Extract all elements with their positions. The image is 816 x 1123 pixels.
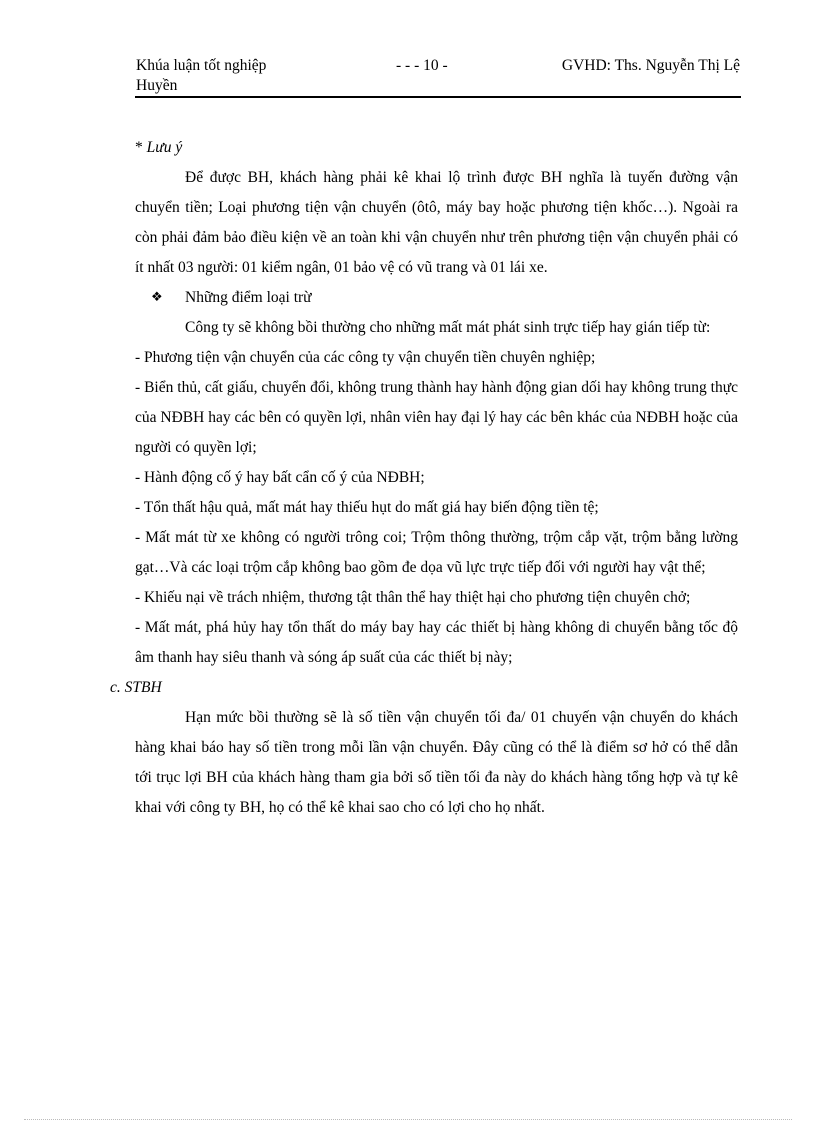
paragraph-conditions: Để được BH, khách hàng phải kê khai lộ trình được BH nghĩa là tuyến đường vận chuyển tiền; Loại phương tiện vận chuyển (ôtô, máy bay hoặc phương tiện khốc…). Ngoài ra còn phải đảm bảo điều kiện về an toàn khi vận chuyển như trên phương tiện vận chuyển phải có ít nhất 03 người: 01 kiểm ngân, 01 bảo vệ có vũ trang và 01 lái xe. [135,169,738,276]
note-star: * [135,139,143,156]
page-header [136,56,740,96]
page-bottom-border [24,1119,792,1120]
exclusions-title: Những điểm loại trừ [185,289,312,306]
exclusion-item: - Hành động cố ý hay bất cẩn cố ý của NĐBH; [135,469,425,486]
exclusions-heading [151,283,738,313]
header-page-number: - - - 10 - [396,57,448,74]
exclusion-item: - Mất mát từ xe không có người trông coi; Trộm thông thường, trộm cắp vặt, trộm bằng lường gạt…Và các loại trộm cắp không bao gồm đe dọa vũ lực trực tiếp đối với người hay vật thể; [135,529,738,576]
note-label: Lưu ý [146,139,183,156]
paragraph-exclusions-intro: Công ty sẽ không bồi thường cho những mất mát phát sinh trực tiếp hay gián tiếp từ: [185,319,711,336]
header-advisor-continued: Huyền [136,77,178,94]
header-row [136,56,740,76]
exclusion-item: - Khiếu nại về trách nhiệm, thương tật thân thể hay thiệt hại cho phương tiện chuyên chở; [135,589,691,606]
exclusion-item: - Biển thủ, cất giấu, chuyển đổi, không trung thành hay hành động gian dối hay không trung thực của NĐBH hay các bên có quyền lợi, nhân viên hay đại lý hay các bên khác của NĐBH hoặc của người có quyền lợi; [135,379,738,456]
exclusion-item: - Phương tiện vận chuyển của các công ty vận chuyển tiền chuyên nghiệp; [135,349,596,366]
header-advisor: GVHD: Ths. Nguyễn Thị Lệ [561,57,740,74]
header-thesis-title: Khúa luận tốt nghiệp [136,57,267,74]
exclusion-item: - Tổn thất hậu quả, mất mát hay thiếu hụt do mất giá hay biến động tiền tệ; [135,499,599,516]
header-rule [135,96,741,98]
page-body [110,133,738,823]
paragraph-stbh: Hạn mức bồi thường sẽ là số tiền vận chuyển tối đa/ 01 chuyến vận chuyển do khách hàng khai báo hay số tiền trong mỗi lần vận chuyển. Đây cũng có thể là điểm sơ hở có thể dẫn tới trục lợi BH của khách hàng tham gia bởi số tiền tối đa này do khách hàng tổng hợp và tự kê khai với công ty BH, họ có thể kê khai sao cho có lợi cho họ nhất. [135,709,738,816]
note-heading [135,133,738,163]
diamond-bullet-icon: ❖ [151,290,163,305]
exclusion-item: - Mất mát, phá hủy hay tổn thất do máy bay hay các thiết bị hàng không di chuyển bằng tốc độ âm thanh hay siêu thanh và sóng áp suất của các thiết bị này; [135,619,738,666]
section-heading-stbh: c. STBH [110,679,162,696]
